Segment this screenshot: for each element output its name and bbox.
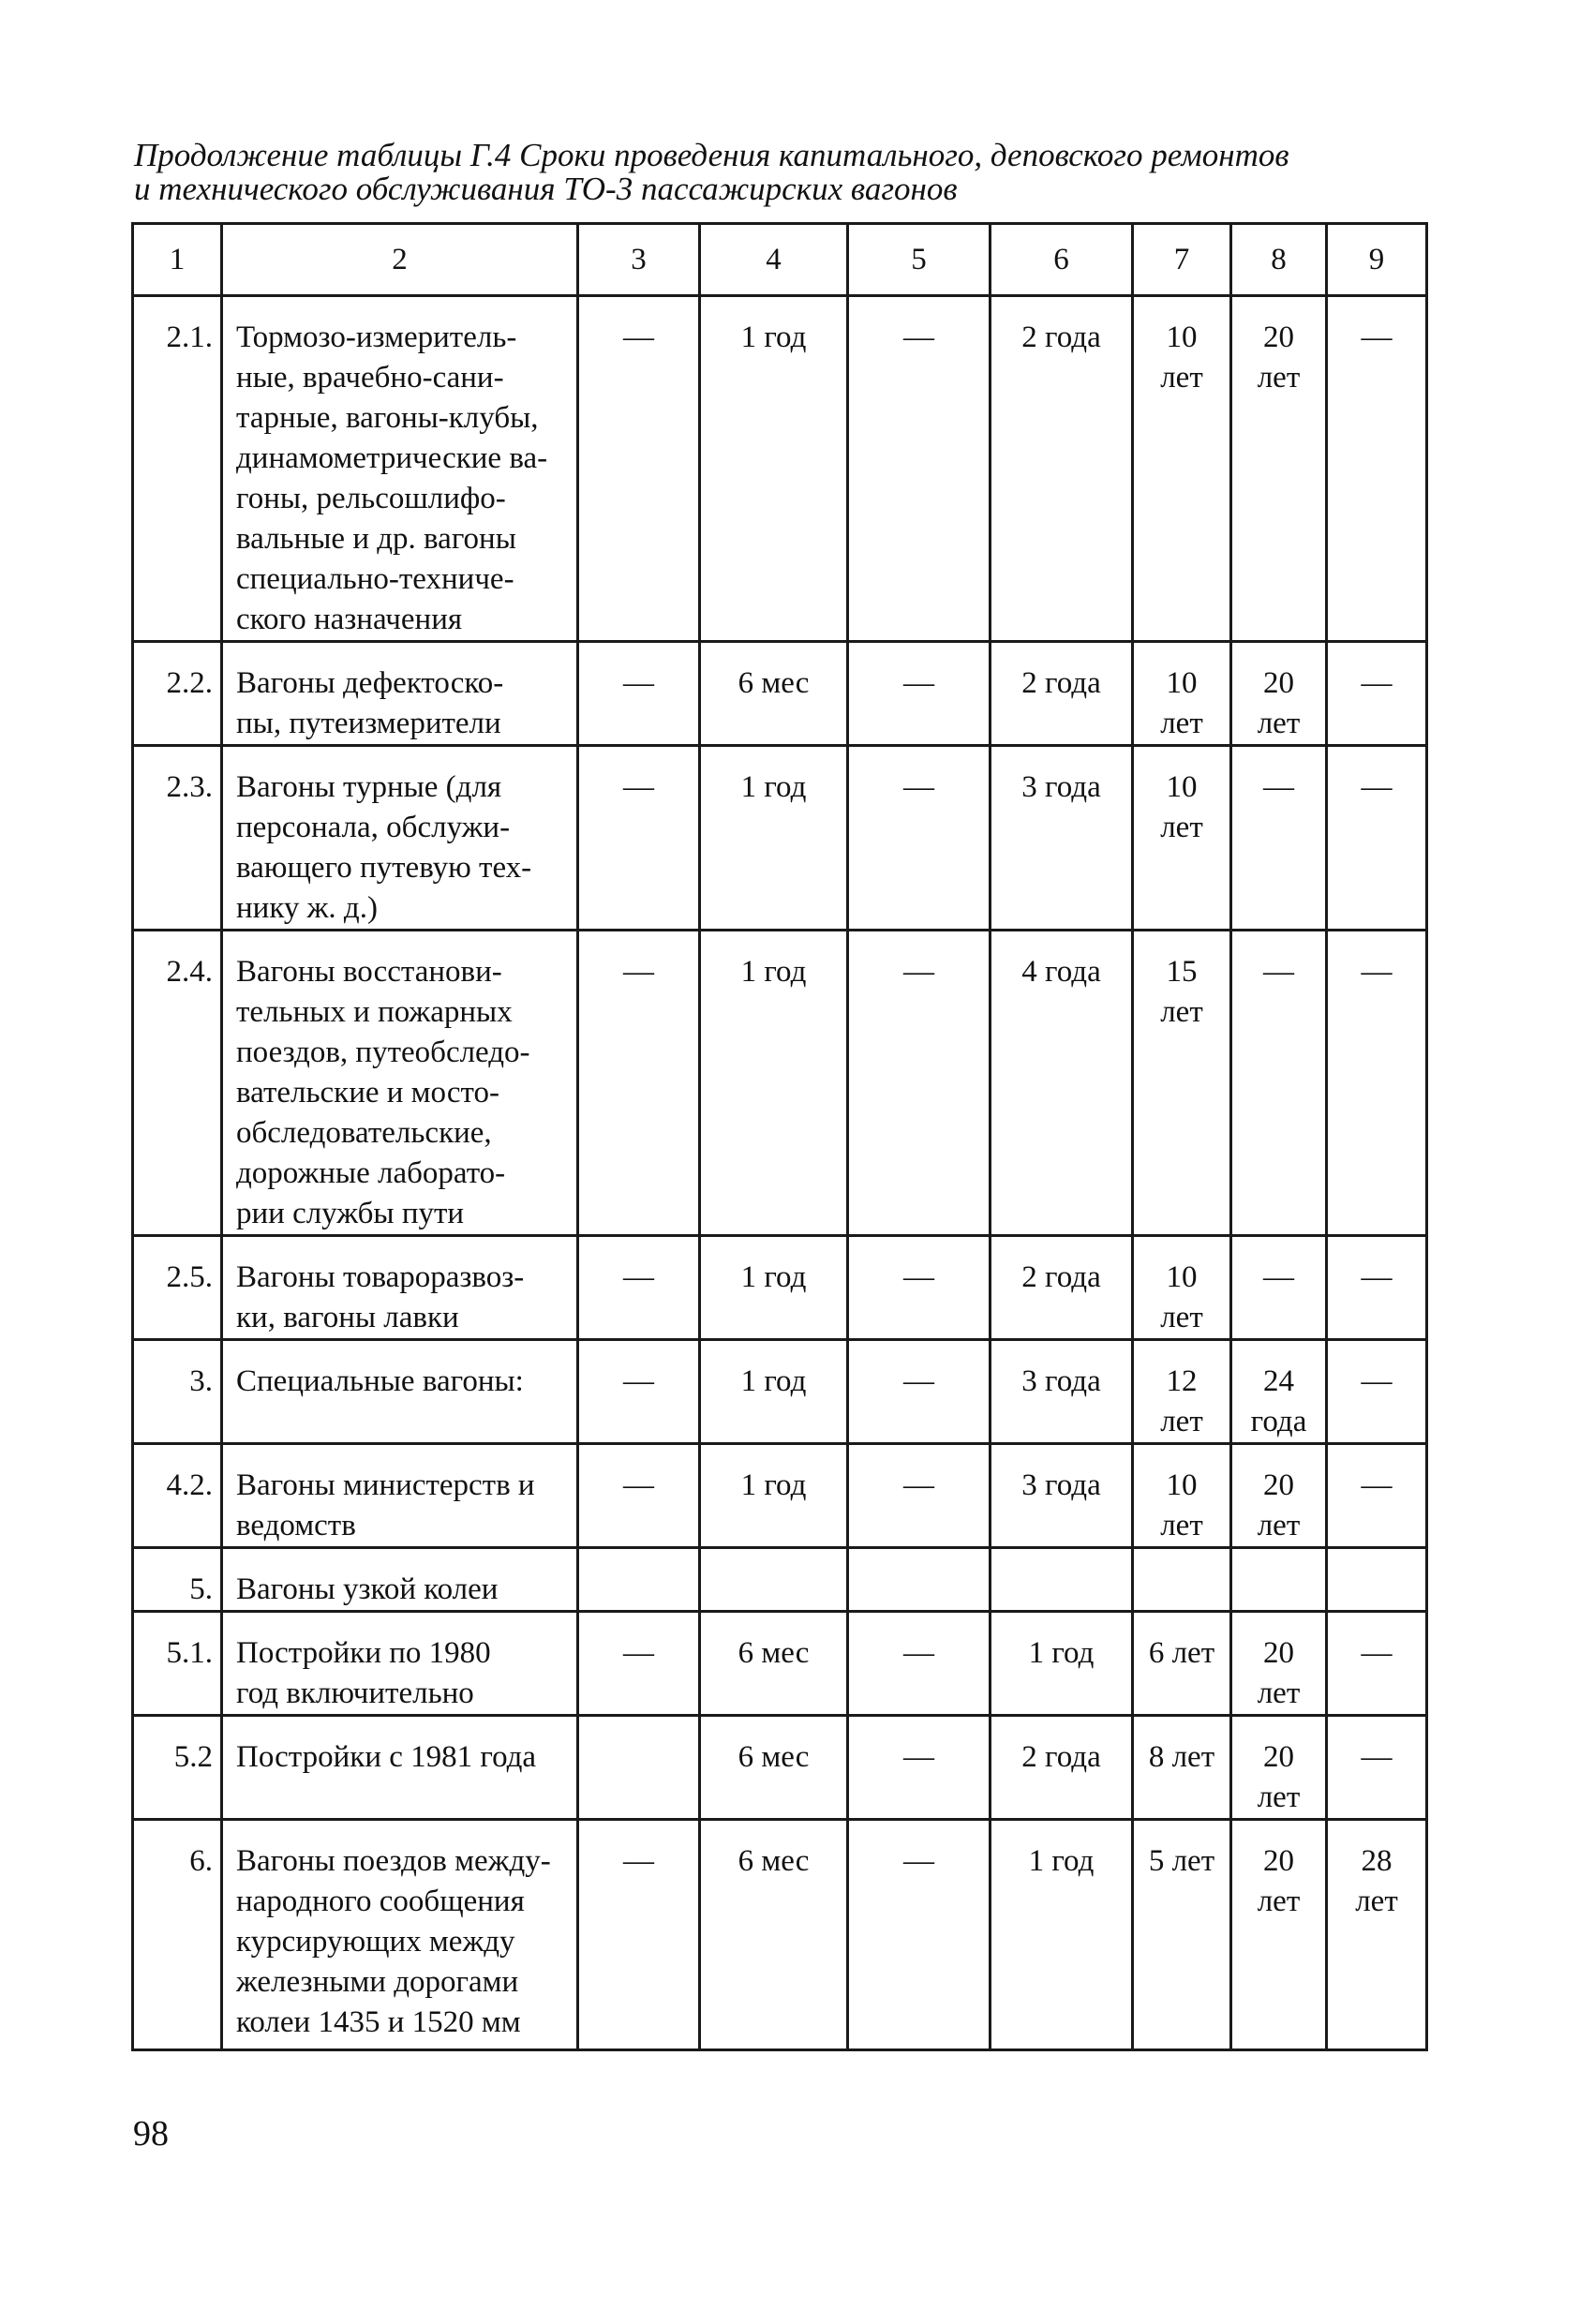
wagon-type-line: нику ж. д.) xyxy=(236,891,378,925)
period-value: — xyxy=(903,1468,934,1502)
period-cell-c8 xyxy=(1231,1340,1327,1444)
row-number-cell: 6. xyxy=(133,1820,222,2050)
period-value: 3 года xyxy=(1021,770,1101,804)
wagon-type-line: Постройки по 1980 xyxy=(236,1636,491,1670)
wagon-type-line: дорожные лаборато- xyxy=(236,1156,506,1190)
wagon-type-line: динамометрические ва- xyxy=(236,441,548,475)
period-value: 10 xyxy=(1166,1260,1198,1294)
period-cell-c8 xyxy=(1231,1612,1327,1716)
period-value: 2 года xyxy=(1021,1740,1101,1774)
period-cell-c5 xyxy=(848,746,991,931)
table-row xyxy=(133,642,1427,746)
period-value: 4 года xyxy=(1021,955,1101,989)
period-value: — xyxy=(1361,666,1393,700)
period-cell-c9 xyxy=(1327,1340,1427,1444)
period-value: лет xyxy=(1160,995,1203,1029)
period-value: — xyxy=(1361,770,1393,804)
period-value: — xyxy=(1263,1260,1294,1294)
period-cell-c3 xyxy=(578,1716,700,1820)
period-cell-c9 xyxy=(1327,1612,1427,1716)
period-cell-c5 xyxy=(848,1340,991,1444)
period-value: лет xyxy=(1257,361,1301,395)
period-cell-c3 xyxy=(578,1548,700,1612)
row-number-cell: 2.3. xyxy=(133,746,222,931)
wagon-type-line: персонала, обслужи- xyxy=(236,811,511,844)
header-cell: 8 xyxy=(1231,224,1327,296)
period-value: 1 год xyxy=(1028,1636,1095,1670)
period-cell-c7 xyxy=(1133,1716,1231,1820)
period-cell-c6 xyxy=(991,1548,1133,1612)
period-value: лет xyxy=(1160,1301,1203,1334)
period-value: — xyxy=(623,320,654,354)
period-value: — xyxy=(623,1364,654,1398)
wagon-type-line: Тормозо-измеритель- xyxy=(236,320,517,354)
period-value: — xyxy=(623,666,654,700)
period-cell-c8 xyxy=(1231,1236,1327,1340)
period-cell-c7 xyxy=(1133,1236,1231,1340)
header-cell: 9 xyxy=(1327,224,1427,296)
caption-line-1: Продолжение таблицы Г.4 Сроки проведения капитального, деповского ремонтов xyxy=(134,137,1289,173)
wagon-type-line: Вагоны поездов между- xyxy=(236,1844,551,1878)
period-value: — xyxy=(1361,1364,1393,1398)
period-value: 1 год xyxy=(740,1468,807,1502)
period-value: 12 xyxy=(1166,1364,1198,1398)
period-value: — xyxy=(1263,770,1294,804)
header-cell: 6 xyxy=(991,224,1133,296)
period-cell-c3 xyxy=(578,746,700,931)
wagon-type-cell xyxy=(222,1444,578,1548)
wagon-type-cell xyxy=(222,746,578,931)
row-number-cell: 5.2 xyxy=(133,1716,222,1820)
wagon-type-cell xyxy=(222,931,578,1236)
row-number-cell: 5. xyxy=(133,1548,222,1612)
wagon-type-cell xyxy=(222,1820,578,2050)
period-cell-c9 xyxy=(1327,931,1427,1236)
period-cell-c3 xyxy=(578,1612,700,1716)
wagon-type-line: обследовательские, xyxy=(236,1116,492,1150)
wagon-type-line: Вагоны министерств и xyxy=(236,1468,535,1502)
period-value: 10 xyxy=(1166,320,1198,354)
period-cell-c5 xyxy=(848,642,991,746)
period-value: — xyxy=(623,1844,654,1878)
period-cell-c8 xyxy=(1231,1820,1327,2050)
period-cell-c3 xyxy=(578,1444,700,1548)
period-cell-c6 xyxy=(991,1612,1133,1716)
wagon-type-line: специально-техниче- xyxy=(236,562,514,596)
period-cell-c7 xyxy=(1133,296,1231,642)
period-value: 3 года xyxy=(1021,1364,1101,1398)
wagon-type-line: ского назначения xyxy=(236,603,463,636)
period-cell-c9 xyxy=(1327,1820,1427,2050)
wagon-type-line: ведомств xyxy=(236,1509,356,1542)
period-cell-c7 xyxy=(1133,1340,1231,1444)
period-cell-c4 xyxy=(700,1612,848,1716)
period-value: 6 мес xyxy=(737,1740,810,1774)
table-row xyxy=(133,1340,1427,1444)
period-value: лет xyxy=(1257,1780,1301,1814)
period-value: 6 мес xyxy=(737,1844,810,1878)
wagon-type-cell xyxy=(222,1340,578,1444)
period-cell-c5 xyxy=(848,296,991,642)
period-value: лет xyxy=(1160,361,1203,395)
period-value: 2 года xyxy=(1021,1260,1101,1294)
period-value: — xyxy=(623,955,654,989)
period-cell-c3 xyxy=(578,296,700,642)
period-cell-c6 xyxy=(991,1820,1133,2050)
period-cell-c5 xyxy=(848,1236,991,1340)
period-cell-c3 xyxy=(578,1820,700,2050)
period-cell-c7 xyxy=(1133,1612,1231,1716)
table-row xyxy=(133,1548,1427,1612)
period-value: лет xyxy=(1160,707,1203,740)
period-value: лет xyxy=(1257,707,1301,740)
period-value: 28 xyxy=(1361,1844,1393,1878)
period-value: 10 xyxy=(1166,1468,1198,1502)
period-cell-c9 xyxy=(1327,642,1427,746)
row-number-cell: 4.2. xyxy=(133,1444,222,1548)
table-row xyxy=(133,1716,1427,1820)
period-value: 10 xyxy=(1166,770,1198,804)
period-value: — xyxy=(623,1636,654,1670)
period-cell-c5 xyxy=(848,931,991,1236)
header-cell: 5 xyxy=(848,224,991,296)
period-cell-c7 xyxy=(1133,746,1231,931)
period-value: — xyxy=(903,1740,934,1774)
period-value: 1 год xyxy=(740,320,807,354)
table-body xyxy=(133,224,1427,2050)
row-number-cell: 3. xyxy=(133,1340,222,1444)
wagon-type-line: вальные и др. вагоны xyxy=(236,522,516,556)
period-cell-c4 xyxy=(700,642,848,746)
period-cell-c6 xyxy=(991,642,1133,746)
period-value: 5 лет xyxy=(1148,1844,1215,1878)
period-cell-c5 xyxy=(848,1716,991,1820)
period-cell-c9 xyxy=(1327,1548,1427,1612)
wagon-type-line: тельных и пожарных xyxy=(236,995,513,1029)
period-cell-c7 xyxy=(1133,931,1231,1236)
wagon-type-cell xyxy=(222,1236,578,1340)
period-cell-c5 xyxy=(848,1612,991,1716)
period-cell-c4 xyxy=(700,1444,848,1548)
header-cell: 1 xyxy=(133,224,222,296)
page-number: 98 xyxy=(133,2114,169,2153)
table-row xyxy=(133,296,1427,642)
wagon-type-cell xyxy=(222,642,578,746)
period-value: лет xyxy=(1257,1509,1301,1542)
wagon-type-line: гоны, рельсошлифо- xyxy=(236,482,506,515)
period-cell-c7 xyxy=(1133,1548,1231,1612)
period-cell-c7 xyxy=(1133,1444,1231,1548)
wagon-type-line: тарные, вагоны-клубы, xyxy=(236,401,539,435)
wagon-type-line: ные, врачебно-сани- xyxy=(236,361,504,395)
period-value: 6 лет xyxy=(1148,1636,1215,1670)
period-cell-c6 xyxy=(991,1340,1133,1444)
wagon-type-line: поездов, путеобследо- xyxy=(236,1035,530,1069)
period-value: — xyxy=(1361,1468,1393,1502)
period-cell-c8 xyxy=(1231,296,1327,642)
row-number-cell: 5.1. xyxy=(133,1612,222,1716)
period-cell-c6 xyxy=(991,296,1133,642)
period-value: 20 xyxy=(1263,1844,1294,1878)
table-row xyxy=(133,1236,1427,1340)
wagon-type-line: пы, путеизмерители xyxy=(236,707,501,740)
period-cell-c7 xyxy=(1133,1820,1231,2050)
period-value: 10 xyxy=(1166,666,1198,700)
wagon-type-cell xyxy=(222,1716,578,1820)
period-value: — xyxy=(1263,955,1294,989)
period-cell-c6 xyxy=(991,1716,1133,1820)
period-cell-c8 xyxy=(1231,1548,1327,1612)
table-row xyxy=(133,746,1427,931)
wagon-type-cell xyxy=(222,1612,578,1716)
wagon-type-line: рии службы пути xyxy=(236,1197,465,1230)
period-cell-c5 xyxy=(848,1820,991,2050)
period-value: года xyxy=(1250,1405,1307,1438)
wagon-type-line: Вагоны турные (для xyxy=(236,770,502,804)
period-value: — xyxy=(623,1260,654,1294)
period-value: лет xyxy=(1257,1676,1301,1710)
period-value: 1 год xyxy=(740,1260,807,1294)
period-cell-c3 xyxy=(578,1236,700,1340)
period-value: — xyxy=(623,1468,654,1502)
period-value: — xyxy=(1361,1636,1393,1670)
period-cell-c4 xyxy=(700,1820,848,2050)
header-cell: 4 xyxy=(700,224,848,296)
period-cell-c6 xyxy=(991,1444,1133,1548)
period-value: 1 год xyxy=(1028,1844,1095,1878)
wagon-type-line: ки, вагоны лавки xyxy=(236,1301,459,1334)
period-value: — xyxy=(903,1636,934,1670)
period-value: 8 лет xyxy=(1148,1740,1215,1774)
table-row xyxy=(133,931,1427,1236)
period-value: лет xyxy=(1355,1885,1398,1918)
row-number-cell: 2.4. xyxy=(133,931,222,1236)
period-value: лет xyxy=(1160,1509,1203,1542)
period-value: 1 год xyxy=(740,955,807,989)
period-cell-c3 xyxy=(578,1340,700,1444)
row-number-cell: 2.1. xyxy=(133,296,222,642)
period-value: — xyxy=(1361,1260,1393,1294)
period-value: — xyxy=(903,1364,934,1398)
wagon-type-line: народного сообщения xyxy=(236,1885,525,1918)
maintenance-schedule-table xyxy=(131,222,1428,2051)
period-value: — xyxy=(1361,320,1393,354)
period-cell-c4 xyxy=(700,931,848,1236)
wagon-type-line: Вагоны товароразвоз- xyxy=(236,1260,525,1294)
period-value: — xyxy=(623,770,654,804)
period-cell-c8 xyxy=(1231,746,1327,931)
period-cell-c9 xyxy=(1327,1716,1427,1820)
table-header-row xyxy=(133,224,1427,296)
period-value: — xyxy=(903,320,934,354)
header-cell: 2 xyxy=(222,224,578,296)
row-number-cell: 2.2. xyxy=(133,642,222,746)
caption-line-2: и технического обслуживания ТО-3 пассажирских вагонов xyxy=(134,171,958,207)
period-value: 24 xyxy=(1263,1364,1294,1398)
wagon-type-line: Специальные вагоны: xyxy=(236,1364,524,1398)
period-value: 6 мес xyxy=(737,666,810,700)
period-value: 15 xyxy=(1166,955,1198,989)
wagon-type-cell xyxy=(222,1548,578,1612)
period-value: — xyxy=(903,955,934,989)
period-cell-c8 xyxy=(1231,642,1327,746)
table-row xyxy=(133,1612,1427,1716)
period-value: 1 год xyxy=(740,770,807,804)
period-cell-c4 xyxy=(700,1236,848,1340)
period-value: 2 года xyxy=(1021,666,1101,700)
period-value: — xyxy=(903,1844,934,1878)
period-cell-c9 xyxy=(1327,296,1427,642)
period-cell-c8 xyxy=(1231,931,1327,1236)
wagon-type-line: колеи 1435 и 1520 мм xyxy=(236,2005,521,2039)
wagon-type-line: железными дорогами xyxy=(236,1965,519,1999)
wagon-type-line: Вагоны восстанови- xyxy=(236,955,502,989)
period-value: лет xyxy=(1160,811,1203,844)
period-cell-c4 xyxy=(700,296,848,642)
period-value: 20 xyxy=(1263,666,1294,700)
table-row xyxy=(133,1444,1427,1548)
period-cell-c3 xyxy=(578,931,700,1236)
period-value: — xyxy=(903,770,934,804)
period-cell-c8 xyxy=(1231,1716,1327,1820)
wagon-type-line: год включительно xyxy=(236,1676,474,1710)
wagon-type-line: вательские и мосто- xyxy=(236,1076,499,1110)
wagon-type-line: Вагоны дефектоско- xyxy=(236,666,504,700)
wagon-type-cell xyxy=(222,296,578,642)
period-cell-c5 xyxy=(848,1548,991,1612)
period-cell-c4 xyxy=(700,1548,848,1612)
period-cell-c3 xyxy=(578,642,700,746)
period-value: 2 года xyxy=(1021,320,1101,354)
period-cell-c6 xyxy=(991,746,1133,931)
period-value: — xyxy=(903,666,934,700)
period-cell-c9 xyxy=(1327,746,1427,931)
period-cell-c4 xyxy=(700,746,848,931)
period-cell-c9 xyxy=(1327,1236,1427,1340)
period-value: — xyxy=(1361,1740,1393,1774)
period-value: — xyxy=(1361,955,1393,989)
period-cell-c8 xyxy=(1231,1444,1327,1548)
period-value: лет xyxy=(1257,1885,1301,1918)
period-value: 20 xyxy=(1263,1636,1294,1670)
wagon-type-line: курсирующих между xyxy=(236,1925,515,1959)
table-row xyxy=(133,1820,1427,2050)
period-value: 20 xyxy=(1263,1740,1294,1774)
period-cell-c4 xyxy=(700,1340,848,1444)
period-value: 20 xyxy=(1263,320,1294,354)
table-caption xyxy=(134,139,1446,206)
period-value: 3 года xyxy=(1021,1468,1101,1502)
period-cell-c5 xyxy=(848,1444,991,1548)
period-cell-c6 xyxy=(991,931,1133,1236)
period-cell-c6 xyxy=(991,1236,1133,1340)
period-value: 20 xyxy=(1263,1468,1294,1502)
period-value: лет xyxy=(1160,1405,1203,1438)
period-value: 1 год xyxy=(740,1364,807,1398)
period-value: 6 мес xyxy=(737,1636,810,1670)
period-cell-c9 xyxy=(1327,1444,1427,1548)
period-cell-c4 xyxy=(700,1716,848,1820)
header-cell: 3 xyxy=(578,224,700,296)
row-number-cell: 2.5. xyxy=(133,1236,222,1340)
header-cell: 7 xyxy=(1133,224,1231,296)
period-value: — xyxy=(903,1260,934,1294)
wagon-type-line: Постройки с 1981 года xyxy=(236,1740,537,1774)
wagon-type-line: вающего путевую тех- xyxy=(236,851,532,885)
wagon-type-line: Вагоны узкой колеи xyxy=(236,1572,499,1606)
period-cell-c7 xyxy=(1133,642,1231,746)
